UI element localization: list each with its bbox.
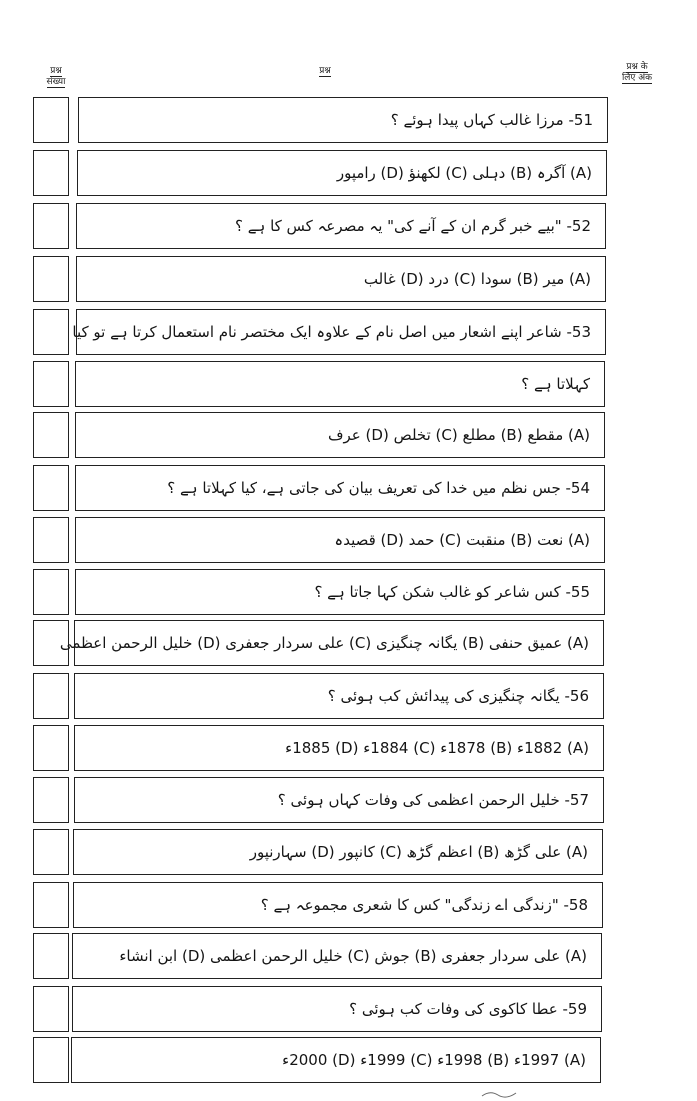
question-number-cell	[33, 517, 69, 563]
question-number-cell	[33, 150, 69, 196]
question-row-text: (A) عمیق حنفی (B) یگانہ چنگیزی (C) علی سردار جعفری (D) خلیل الرحمن اعظمی	[59, 634, 589, 652]
question-row-text: 57- خلیل الرحمن اعظمی کی وفات کہاں ہوئی ؟	[277, 791, 589, 809]
question-row-text: (A) علی سردار جعفری (B) جوش (C) خلیل الرحمن اعظمی (D) ابن انشاء	[119, 947, 587, 965]
question-number-cell	[33, 412, 69, 458]
question-row	[72, 309, 606, 355]
question-row-text: 54- جس نظم میں خدا کی تعریف بیان کی جاتی ہے، کیا کہلاتا ہے ؟	[167, 479, 590, 497]
question-row-text: 52- "بیے خبر گرم ان کے آنے کی" یہ مصرعہ کس کا ہے ؟	[235, 217, 591, 235]
question-row	[75, 517, 605, 563]
question-row-text: 56- یگانہ چنگیزی کی پیدائش کب ہوئی ؟	[327, 687, 589, 705]
question-header-label: प्रश्न	[319, 66, 331, 76]
question-number-header	[40, 66, 72, 88]
question-row-text: (A) 1997ء (B) 1998ء (C) 1999ء (D) 2000ء	[282, 1051, 586, 1069]
question-row-text: (A) نعت (B) منقبت (C) حمد (D) قصیدہ	[334, 531, 590, 549]
question-number-cell	[33, 777, 69, 823]
question-number-cell	[33, 882, 69, 928]
question-row-text: (A) 1882ء (B) 1878ء (C) 1884ء (D) 1885ء	[285, 739, 589, 757]
question-row	[73, 829, 603, 875]
marks-header-line1: प्रश्न के	[626, 62, 648, 72]
question-row	[73, 882, 603, 928]
question-row	[71, 1037, 601, 1083]
question-row	[75, 361, 605, 407]
question-row	[74, 777, 604, 823]
question-row-text: (A) میر (B) سودا (C) درد (D) غالب	[363, 270, 591, 288]
question-row	[75, 569, 605, 615]
question-number-cell	[33, 1037, 69, 1083]
question-row	[72, 986, 602, 1032]
question-number-cell	[33, 203, 69, 249]
question-number-cell	[33, 465, 69, 511]
question-number-cell	[33, 829, 69, 875]
question-number-cell	[33, 361, 69, 407]
question-row-text: (A) مقطع (B) مطلع (C) تخلص (D) عرف	[327, 426, 590, 444]
question-row	[72, 933, 602, 979]
question-number-cell	[33, 725, 69, 771]
question-row	[75, 412, 605, 458]
question-row	[76, 256, 606, 302]
question-row-text: (A) علی گڑھ (B) اعظم گڑھ (C) کانپور (D) سہارنپور	[249, 843, 588, 861]
question-row	[59, 620, 604, 666]
question-number-cell	[33, 256, 69, 302]
question-row	[75, 465, 605, 511]
question-number-cell	[33, 569, 69, 615]
question-header	[305, 66, 345, 77]
question-number-cell	[33, 673, 69, 719]
page-footer-scribble	[480, 1090, 520, 1101]
question-row	[76, 203, 606, 249]
question-number-cell	[33, 97, 69, 143]
question-row-text: کہلاتا ہے ؟	[521, 375, 590, 393]
question-row-text: 55- کس شاعر کو غالب شکن کہا جاتا ہے ؟	[314, 583, 590, 601]
question-row-text: 53- شاعر اپنے اشعار میں اصل نام کے علاوہ ایک مختصر نام استعمال کرتا ہے تو کیا	[72, 323, 591, 341]
marks-header-line2: लिए अंक	[621, 73, 653, 83]
question-row-text: 51- مرزا غالب کہاں پیدا ہوئے ؟	[390, 111, 593, 129]
question-row-text: 58- "زندگی اے زندگی" کس کا شعری مجموعہ ہے ؟	[260, 896, 588, 914]
question-row	[78, 97, 608, 143]
question-row-text: (A) آگرہ (B) دہلی (C) لکھنؤ (D) رامپور	[336, 164, 592, 182]
question-row	[77, 150, 607, 196]
question-number-header-line1: प्रश्न	[50, 66, 62, 76]
question-row-text: 59- عطا کاکوی کی وفات کب ہوئی ؟	[349, 1000, 587, 1018]
question-number-cell	[33, 986, 69, 1032]
question-number-header-line2: संख्या	[46, 77, 66, 87]
question-number-cell	[33, 309, 69, 355]
question-row	[74, 673, 604, 719]
marks-header	[613, 62, 661, 84]
question-row	[74, 725, 604, 771]
question-number-cell	[33, 933, 69, 979]
